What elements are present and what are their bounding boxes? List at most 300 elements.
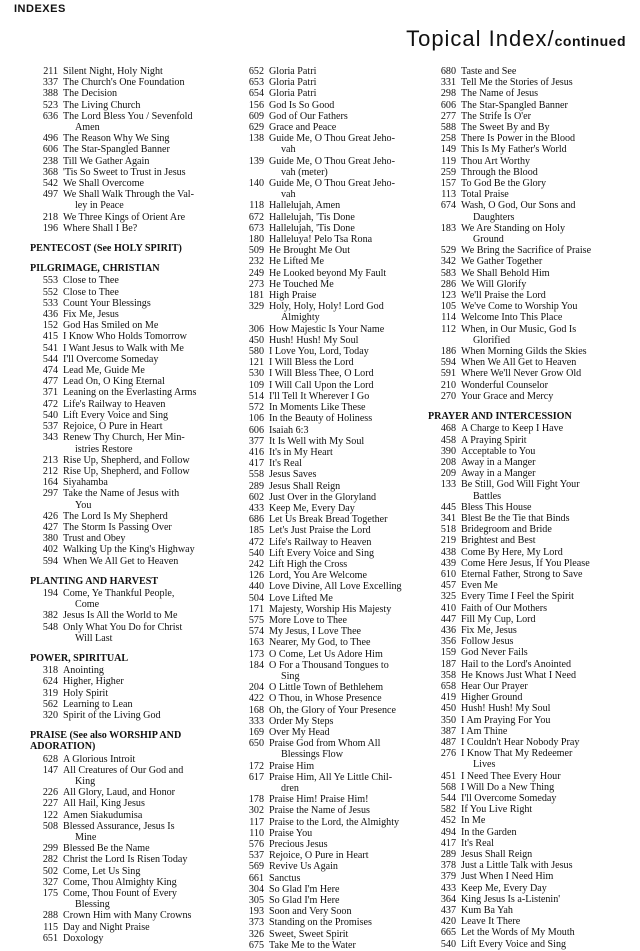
hymn-title xyxy=(63,665,222,676)
index-entry xyxy=(428,591,628,602)
hymn-title xyxy=(461,849,628,860)
hymn-title xyxy=(269,581,424,592)
hymn-title xyxy=(269,279,424,290)
index-entry xyxy=(428,659,628,670)
hymn-title-continuation: Blessings Flow xyxy=(281,749,343,761)
hymn-title-line: The Decision xyxy=(63,88,118,100)
index-entry xyxy=(428,513,628,524)
hymn-title xyxy=(461,670,628,681)
index-entry xyxy=(30,922,222,933)
index-entry xyxy=(428,748,628,770)
hymn-title xyxy=(269,413,424,424)
index-entry xyxy=(428,860,628,871)
hymn-number: 452 xyxy=(440,815,456,827)
hymn-title xyxy=(461,368,628,379)
hymn-title xyxy=(63,821,222,843)
hymn-number: 168 xyxy=(248,704,264,716)
hymn-number: 126 xyxy=(248,570,264,582)
hymn-title-continuation: vah xyxy=(281,189,296,201)
index-entry xyxy=(236,861,424,872)
hymn-title-line: My Jesus, I Love Thee xyxy=(269,626,362,638)
hymn-title-line: He Looked beyond My Fault xyxy=(269,267,387,279)
index-entry xyxy=(236,413,424,424)
hymn-title-line: Wonderful Counselor xyxy=(461,379,548,391)
hymn-title-line: Every Time I Feel the Spirit xyxy=(461,591,574,603)
hymn-title xyxy=(269,716,424,727)
hymn-title-line: We've Come to Worship You xyxy=(461,301,578,313)
hymn-title-line: Amen Siakudumisa xyxy=(63,809,143,821)
hymn-number: 437 xyxy=(440,905,456,917)
hymn-title-line: High Praise xyxy=(269,290,317,302)
hymn-number: 672 xyxy=(248,211,264,223)
hymn-number: 210 xyxy=(440,379,456,391)
hymn-title xyxy=(461,726,628,737)
hymn-number: 636 xyxy=(42,110,58,122)
hymn-number: 289 xyxy=(440,849,456,861)
hymn-title xyxy=(63,754,222,765)
hymn-title-line: Higher, Higher xyxy=(63,676,124,688)
hymn-number: 436 xyxy=(42,309,58,321)
hymn-number: 163 xyxy=(248,637,264,649)
hymn-title-line: Faith of Our Mothers xyxy=(461,602,548,614)
hymn-number: 504 xyxy=(248,592,264,604)
hymn-number: 548 xyxy=(42,621,58,633)
index-entry xyxy=(428,435,628,446)
hymn-number: 380 xyxy=(42,533,58,545)
hymn-number: 273 xyxy=(248,278,264,290)
hymn-number: 650 xyxy=(248,738,264,750)
hymn-number: 438 xyxy=(440,546,456,558)
hymn-title-line: Lift Every Voice and Sing xyxy=(269,547,375,559)
hymn-title-line: More Love to Thee xyxy=(269,614,348,626)
hymn-title xyxy=(269,705,424,716)
hymn-title xyxy=(461,905,628,916)
hymn-title-line: Be Still, God Will Fight Your xyxy=(461,479,580,491)
hymn-number: 602 xyxy=(248,491,264,503)
hymn-number: 373 xyxy=(248,917,264,929)
hymn-title xyxy=(269,436,424,447)
hymn-title xyxy=(269,682,424,693)
index-entry xyxy=(236,380,424,391)
hymn-title xyxy=(269,156,424,178)
hymn-number: 227 xyxy=(42,798,58,810)
index-entry xyxy=(236,839,424,850)
hymn-title-line: So Glad I'm Here xyxy=(269,883,340,895)
hymn-title xyxy=(269,615,424,626)
hymn-number: 226 xyxy=(42,787,58,799)
hymn-title-line: Let's Just Praise the Lord xyxy=(269,525,371,537)
hymn-title-continuation: vah (meter) xyxy=(281,166,328,178)
hymn-number: 277 xyxy=(440,110,456,122)
hymn-number: 208 xyxy=(440,456,456,468)
hymn-title-continuation: King xyxy=(75,775,96,787)
hymn-title xyxy=(461,703,628,714)
hymn-number: 204 xyxy=(248,682,264,694)
index-entry xyxy=(30,610,222,621)
hymn-number: 558 xyxy=(248,469,264,481)
hymn-title xyxy=(63,910,222,921)
index-entry xyxy=(236,873,424,884)
hymn-number: 450 xyxy=(440,703,456,715)
index-entry xyxy=(428,782,628,793)
hymn-title xyxy=(63,178,222,189)
hymn-title-line: Rejoice, O Pure in Heart xyxy=(269,850,369,862)
hymn-number: 474 xyxy=(42,365,58,377)
hymn-title xyxy=(63,156,222,167)
hymn-title-line: To God Be the Glory xyxy=(461,178,547,190)
section-heading xyxy=(30,730,222,752)
index-entry xyxy=(428,391,628,402)
hymn-title-line: Sanctus xyxy=(269,872,301,884)
hymn-number: 576 xyxy=(248,839,264,851)
hymn-title-line: A Charge to Keep I Have xyxy=(461,423,564,435)
hymn-number: 105 xyxy=(440,301,456,313)
hymn-title xyxy=(63,588,222,610)
hymn-title-line: All Hail, King Jesus xyxy=(63,798,145,810)
hymn-title-line: When We All Get to Heaven xyxy=(461,357,577,369)
hymn-title xyxy=(63,399,222,410)
hymn-title xyxy=(461,603,628,614)
hymn-title-continuation: vah xyxy=(281,144,296,156)
hymn-title-line: It's in My Heart xyxy=(269,446,333,458)
index-entry xyxy=(236,615,424,626)
hymn-title-line: Sweet, Sweet Spirit xyxy=(269,928,349,940)
hymn-title-line: Precious Jesus xyxy=(269,839,328,851)
hymn-number: 417 xyxy=(248,458,264,470)
hymn-title xyxy=(269,469,424,480)
hymn-title-line: There Is Power in the Blood xyxy=(461,133,576,145)
hymn-number: 298 xyxy=(440,88,456,100)
hymn-number: 562 xyxy=(42,698,58,710)
hymn-title xyxy=(461,122,628,133)
hymn-number: 378 xyxy=(440,860,456,872)
hymn-title-line: Hush! Hush! My Soul xyxy=(461,703,551,715)
hymn-number: 654 xyxy=(248,88,264,100)
index-entry xyxy=(236,268,424,279)
hymn-title xyxy=(269,178,424,200)
hymn-title xyxy=(269,402,424,413)
index-entry xyxy=(236,593,424,604)
hymn-title-line: This Is My Father's World xyxy=(461,144,567,156)
hymn-title xyxy=(63,765,222,787)
hymn-title xyxy=(269,917,424,928)
hymn-title xyxy=(461,871,628,882)
hymn-title xyxy=(269,425,424,436)
hymn-title xyxy=(461,457,628,468)
hymn-title-line: Bless This House xyxy=(461,501,532,513)
index-entry xyxy=(30,298,222,309)
hymn-title-line: Praise the Name of Jesus xyxy=(269,805,370,817)
hymn-title-line: Guide Me, O Thou Great Jeho- xyxy=(269,178,395,190)
index-entry xyxy=(30,343,222,354)
hymn-title-line: I'll Overcome Someday xyxy=(63,353,159,365)
index-column-2 xyxy=(236,66,424,951)
hymn-number: 183 xyxy=(440,222,456,234)
index-entry xyxy=(30,331,222,342)
hymn-title xyxy=(461,66,628,77)
index-entry xyxy=(428,357,628,368)
hymn-title-line: Acceptable to You xyxy=(461,445,536,457)
index-entry xyxy=(428,827,628,838)
hymn-number: 164 xyxy=(42,477,58,489)
hymn-number: 610 xyxy=(440,568,456,580)
index-entry xyxy=(428,547,628,558)
hymn-title xyxy=(269,514,424,525)
hymn-number: 173 xyxy=(248,648,264,660)
hymn-title-line: Count Your Blessings xyxy=(63,297,151,309)
hymn-number: 319 xyxy=(42,687,58,699)
hymn-number: 416 xyxy=(248,446,264,458)
index-entry xyxy=(236,335,424,346)
hymn-title-continuation: istries Restore xyxy=(75,443,133,455)
hymn-title xyxy=(63,331,222,342)
hymn-title-line: Just When I Need Him xyxy=(461,871,554,883)
hymn-title-line: Higher Ground xyxy=(461,692,523,704)
index-entry xyxy=(236,357,424,368)
hymn-title xyxy=(269,133,424,155)
hymn-title-line: Through the Blood xyxy=(461,166,538,178)
hymn-title-line: It Is Well with My Soul xyxy=(269,435,365,447)
index-entry xyxy=(428,703,628,714)
hymn-number: 390 xyxy=(440,445,456,457)
index-entry xyxy=(30,88,222,99)
index-column-1 xyxy=(30,66,222,944)
hymn-title-line: Let Us Break Bread Together xyxy=(269,514,388,526)
hymn-number: 178 xyxy=(248,794,264,806)
hymn-number: 387 xyxy=(440,725,456,737)
running-head: INDEXES xyxy=(14,3,66,15)
hymn-number: 382 xyxy=(42,610,58,622)
index-entry xyxy=(428,569,628,580)
index-entry xyxy=(30,477,222,488)
hymn-title-line: King Jesus Is a-Listenin' xyxy=(461,893,561,905)
index-entry xyxy=(236,548,424,559)
hymn-title-line: Rise Up, Shepherd, and Follow xyxy=(63,465,190,477)
hymn-title-line: O Come, Let Us Adore Him xyxy=(269,648,383,660)
hymn-number: 402 xyxy=(42,544,58,556)
hymn-title xyxy=(461,312,628,323)
hymn-title-line: Hear Our Prayer xyxy=(461,680,528,692)
hymn-title-line: We Gather Together xyxy=(461,256,543,268)
hymn-number: 159 xyxy=(440,647,456,659)
section-heading-line: PRAISE (See also WORSHIP AND xyxy=(30,730,182,742)
hymn-title-line: Till We Gather Again xyxy=(63,155,150,167)
hymn-title-line: Trust and Obey xyxy=(63,533,126,545)
index-entry xyxy=(428,268,628,279)
index-entry xyxy=(30,622,222,644)
hymn-number: 289 xyxy=(248,480,264,492)
hymn-title-line: Kum Ba Yah xyxy=(461,905,513,917)
index-entry xyxy=(236,223,424,234)
hymn-number: 194 xyxy=(42,587,58,599)
hymn-number: 232 xyxy=(248,256,264,268)
hymn-number: 533 xyxy=(42,297,58,309)
hymn-title xyxy=(63,699,222,710)
hymn-title xyxy=(63,432,222,454)
hymn-title xyxy=(461,423,628,434)
hymn-number: 337 xyxy=(42,77,58,89)
hymn-number: 457 xyxy=(440,580,456,592)
hymn-title-line: We Three Kings of Orient Are xyxy=(63,211,186,223)
hymn-title xyxy=(461,636,628,647)
hymn-number: 447 xyxy=(440,613,456,625)
index-entry xyxy=(236,458,424,469)
hymn-title-line: Blessed Assurance, Jesus Is xyxy=(63,820,175,832)
hymn-number: 426 xyxy=(42,510,58,522)
section-heading xyxy=(30,243,222,254)
hymn-title-line: Holy Spirit xyxy=(63,687,109,699)
hymn-number: 624 xyxy=(42,676,58,688)
hymn-number: 419 xyxy=(440,692,456,704)
hymn-title-line: Blest Be the Tie that Binds xyxy=(461,512,570,524)
hymn-number: 497 xyxy=(42,189,58,201)
hymn-title xyxy=(63,477,222,488)
hymn-title xyxy=(63,343,222,354)
hymn-title xyxy=(461,178,628,189)
hymn-title xyxy=(461,838,628,849)
hymn-title-line: Silent Night, Holy Night xyxy=(63,66,163,77)
hymn-title-line: A Praying Spirit xyxy=(461,434,527,446)
hymn-title-line: The Sweet By and By xyxy=(461,122,550,134)
hymn-number: 422 xyxy=(248,693,264,705)
section-heading xyxy=(30,653,222,664)
index-entry xyxy=(236,817,424,828)
hymn-title xyxy=(269,458,424,469)
hymn-title xyxy=(269,503,424,514)
hymn-title-line: The Storm Is Passing Over xyxy=(63,521,172,533)
hymn-title-line: Lead Me, Guide Me xyxy=(63,365,145,377)
hymn-title-line: The Living Church xyxy=(63,99,141,111)
index-entry xyxy=(236,122,424,133)
section-heading-line: ADORATION) xyxy=(30,741,96,753)
hymn-title xyxy=(269,111,424,122)
index-entry xyxy=(30,387,222,398)
hymn-title-line: Learning to Lean xyxy=(63,698,133,710)
index-entry xyxy=(428,88,628,99)
hymn-title xyxy=(461,268,628,279)
hymn-title-line: Standing on the Promises xyxy=(269,917,372,929)
hymn-title-line: Life's Railway to Heaven xyxy=(269,536,372,548)
hymn-title xyxy=(461,324,628,346)
hymn-title-continuation: Will Last xyxy=(75,632,113,644)
hymn-number: 299 xyxy=(42,843,58,855)
hymn-number: 270 xyxy=(440,390,456,402)
hymn-number: 542 xyxy=(42,178,58,190)
index-entry xyxy=(30,821,222,843)
hymn-title-line: Soon and Very Soon xyxy=(269,906,352,918)
hymn-title-line: Doxology xyxy=(63,932,104,944)
hymn-title-line: Even Me xyxy=(461,580,498,592)
hymn-title xyxy=(461,346,628,357)
hymn-title-line: O Little Town of Bethlehem xyxy=(269,682,384,694)
hymn-number: 580 xyxy=(248,346,264,358)
hymn-title-line: The Reason Why We Sing xyxy=(63,133,170,145)
index-entry xyxy=(30,544,222,555)
hymn-number: 450 xyxy=(248,334,264,346)
hymn-title xyxy=(461,245,628,256)
hymn-title-line: Gloria Patri xyxy=(269,66,317,77)
index-entry xyxy=(428,894,628,905)
hymn-title-line: Thou Art Worthy xyxy=(461,155,531,167)
hymn-title xyxy=(269,626,424,637)
hymn-number: 606 xyxy=(42,144,58,156)
hymn-title xyxy=(461,502,628,513)
hymn-title xyxy=(269,873,424,884)
hymn-title xyxy=(461,883,628,894)
hymn-title-line: I Love You, Lord, Today xyxy=(269,346,369,358)
index-entry xyxy=(30,810,222,821)
hymn-title xyxy=(63,421,222,432)
hymn-title-line: Life's Railway to Heaven xyxy=(63,398,166,410)
index-entry xyxy=(30,354,222,365)
hymn-title-line: Spirit of the Living God xyxy=(63,709,161,721)
hymn-title xyxy=(269,447,424,458)
hymn-number: 594 xyxy=(42,555,58,567)
hymn-title xyxy=(63,922,222,933)
hymn-title xyxy=(461,939,628,950)
hymn-title xyxy=(461,200,628,222)
index-entry xyxy=(30,365,222,376)
hymn-title xyxy=(461,860,628,871)
hymn-title-line: Hallelujah, 'Tis Done xyxy=(269,211,355,223)
hymn-number: 445 xyxy=(440,501,456,513)
section-heading xyxy=(428,411,628,422)
hymn-title-continuation: Come xyxy=(75,599,100,611)
hymn-title xyxy=(63,888,222,910)
hymn-title-line: Come, Ye Thankful People, xyxy=(63,587,175,599)
hymn-number: 326 xyxy=(248,928,264,940)
hymn-title xyxy=(461,535,628,546)
hymn-title-continuation: Lives xyxy=(473,759,496,771)
hymn-number: 508 xyxy=(42,820,58,832)
hymn-title-line: Keep Me, Every Day xyxy=(461,882,547,894)
index-entry xyxy=(428,838,628,849)
index-entry xyxy=(236,917,424,928)
hymn-title xyxy=(269,548,424,559)
hymn-title xyxy=(269,805,424,816)
hymn-title-line: When, in Our Music, God Is xyxy=(461,323,577,335)
hymn-title-line: Crown Him with Many Crowns xyxy=(63,910,192,922)
hymn-title xyxy=(461,827,628,838)
hymn-title-line: God Is So Good xyxy=(269,99,335,111)
index-entry xyxy=(428,804,628,815)
hymn-title-line: How Majestic Is Your Name xyxy=(269,323,385,335)
hymn-title xyxy=(461,479,628,501)
index-entry xyxy=(428,189,628,200)
section-heading xyxy=(30,263,222,274)
hymn-title-line: We Will Glorify xyxy=(461,278,527,290)
hymn-number: 433 xyxy=(248,502,264,514)
hymn-title xyxy=(269,290,424,301)
hymn-title-line: Blessed Be the Name xyxy=(63,843,150,855)
index-entry xyxy=(236,503,424,514)
hymn-title-continuation: Sing xyxy=(281,670,300,682)
hymn-title xyxy=(269,884,424,895)
index-entry xyxy=(30,798,222,809)
hymn-number: 451 xyxy=(440,770,456,782)
index-entry xyxy=(428,681,628,692)
hymn-title xyxy=(63,556,222,567)
index-entry xyxy=(428,122,628,133)
index-entry xyxy=(428,312,628,323)
index-entry xyxy=(236,906,424,917)
hymn-title-line: Just Over in the Gloryland xyxy=(269,491,377,503)
index-entry xyxy=(428,726,628,737)
index-entry xyxy=(30,167,222,178)
index-entry xyxy=(236,895,424,906)
hymn-number: 152 xyxy=(42,320,58,332)
index-entry xyxy=(236,693,424,704)
